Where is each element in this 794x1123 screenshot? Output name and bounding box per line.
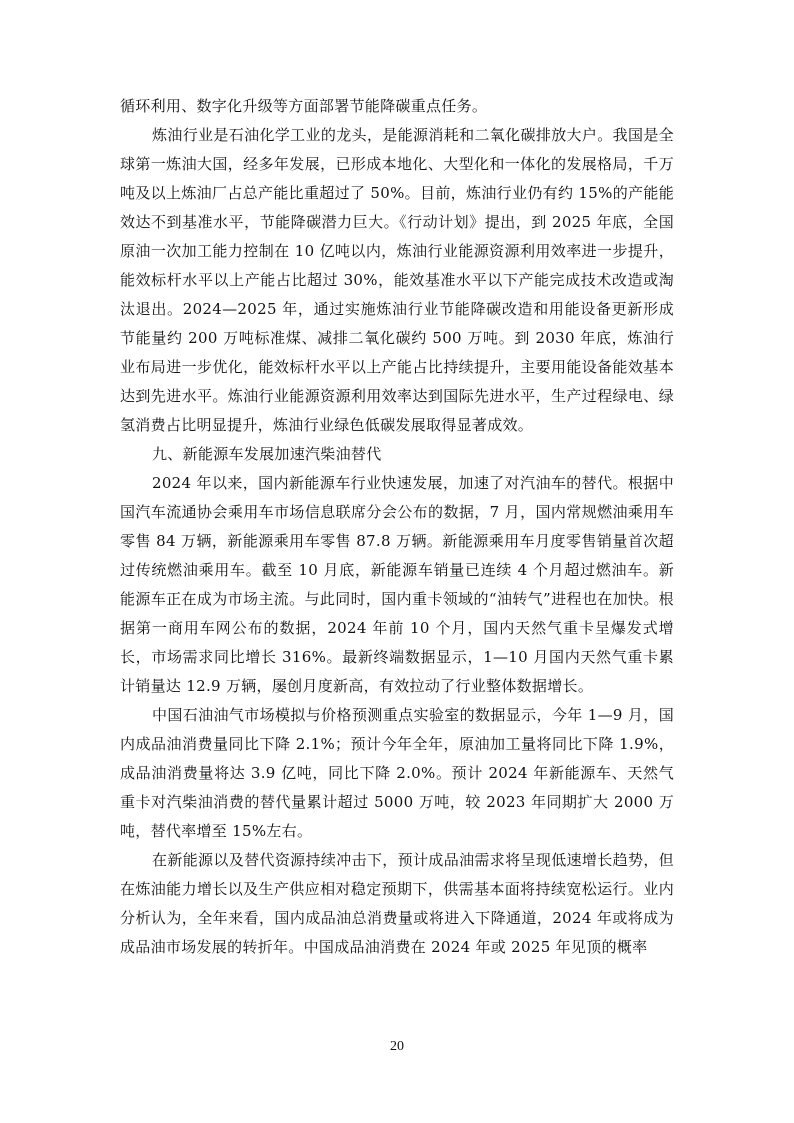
paragraph-outlook: 在新能源以及替代资源持续冲击下，预计成品油需求将呈现低速增长趋势，但在炼油能力增长以及生产供应相对稳定预期下，供需基本面将持续宽松运行。业内分析认为，全年来看，国内成品油总消费量或将进入下降通道，2024 年或将成为成品油市场发展的转折年。中国成品油消费在 2024 年或 2025 年见顶的概率 [120, 851, 674, 956]
page-number: 20 [390, 1039, 404, 1054]
section-heading: 九、新能源车发展加速汽柴油替代 [152, 445, 382, 463]
paragraph-continuation: 循环利用、数字化升级等方面部署节能降碳重点任务。 [120, 97, 488, 115]
document-body [120, 92, 674, 962]
paragraph-refining-industry: 炼油行业是石油化学工业的龙头，是能源消耗和二氧化碳排放大户。我国是全球第一炼油大国，经多年发展，已形成本地化、大型化和一体化的发展格局，千万吨及以上炼油厂占总产能比重超过了 50%。目前，炼油行业仍有约 15%的产能能效达不到基准水平，节能降碳潜力巨大。《行动计划》提出，到 2025 年底，全国原油一次加工能力控制在 10 亿吨以内，炼油行业能源资源利用效率进一步提升，能效标杆水平以上产能占比超过 30%，能效基准水平以下产能完成技术改造或淘汰退出。2024—2025 年，通过实施炼油行业节能降碳改造和用能设备更新形成节能量约 200 万吨标准煤、减排二氧化碳约 500 万吨。到 2030 年底，炼油行业布局进一步优化，能效标杆水平以上产能占比持续提升，主要用能设备能效基本达到先进水平。炼油行业能源资源利用效率达到国际先进水平，生产过程绿电、绿氢消费占比明显提升，炼油行业绿色低碳发展取得显著成效。 [120, 126, 674, 434]
paragraph-consumption-data: 中国石油油气市场模拟与价格预测重点实验室的数据显示，今年 1—9 月，国内成品油消费量同比下降 2.1%；预计今年全年，原油加工量将同比下降 1.9%，成品油消费量将达 3.9 亿吨，同比下降 2.0%。预计 2024 年新能源车、天然气重卡对汽柴油消费的替代量累计超过 5000 万吨，较 2023 年同期扩大 2000 万吨，替代率增至 15%左右。 [120, 706, 674, 840]
paragraph-nev-growth: 2024 年以来，国内新能源车行业快速发展，加速了对汽油车的替代。根据中国汽车流通协会乘用车市场信息联席分会公布的数据，7 月，国内常规燃油乘用车零售 84 万辆，新能源乘用车零售 87.8 万辆。新能源乘用车月度零售销量首次超过传统燃油乘用车。截至 10 月底，新能源车销量已连续 4 个月超过燃油车。新能源车正在成为市场主流。与此同时，国内重卡领域的“油转气”进程也在加快。根据第一商用车网公布的数据，2024 年前 10 个月，国内天然气重卡呈爆发式增长，市场需求同比增长 316%。最新终端数据显示，1—10 月国内天然气重卡累计销量达 12.9 万辆，屡创月度新高，有效拉动了行业整体数据增长。 [120, 474, 674, 695]
